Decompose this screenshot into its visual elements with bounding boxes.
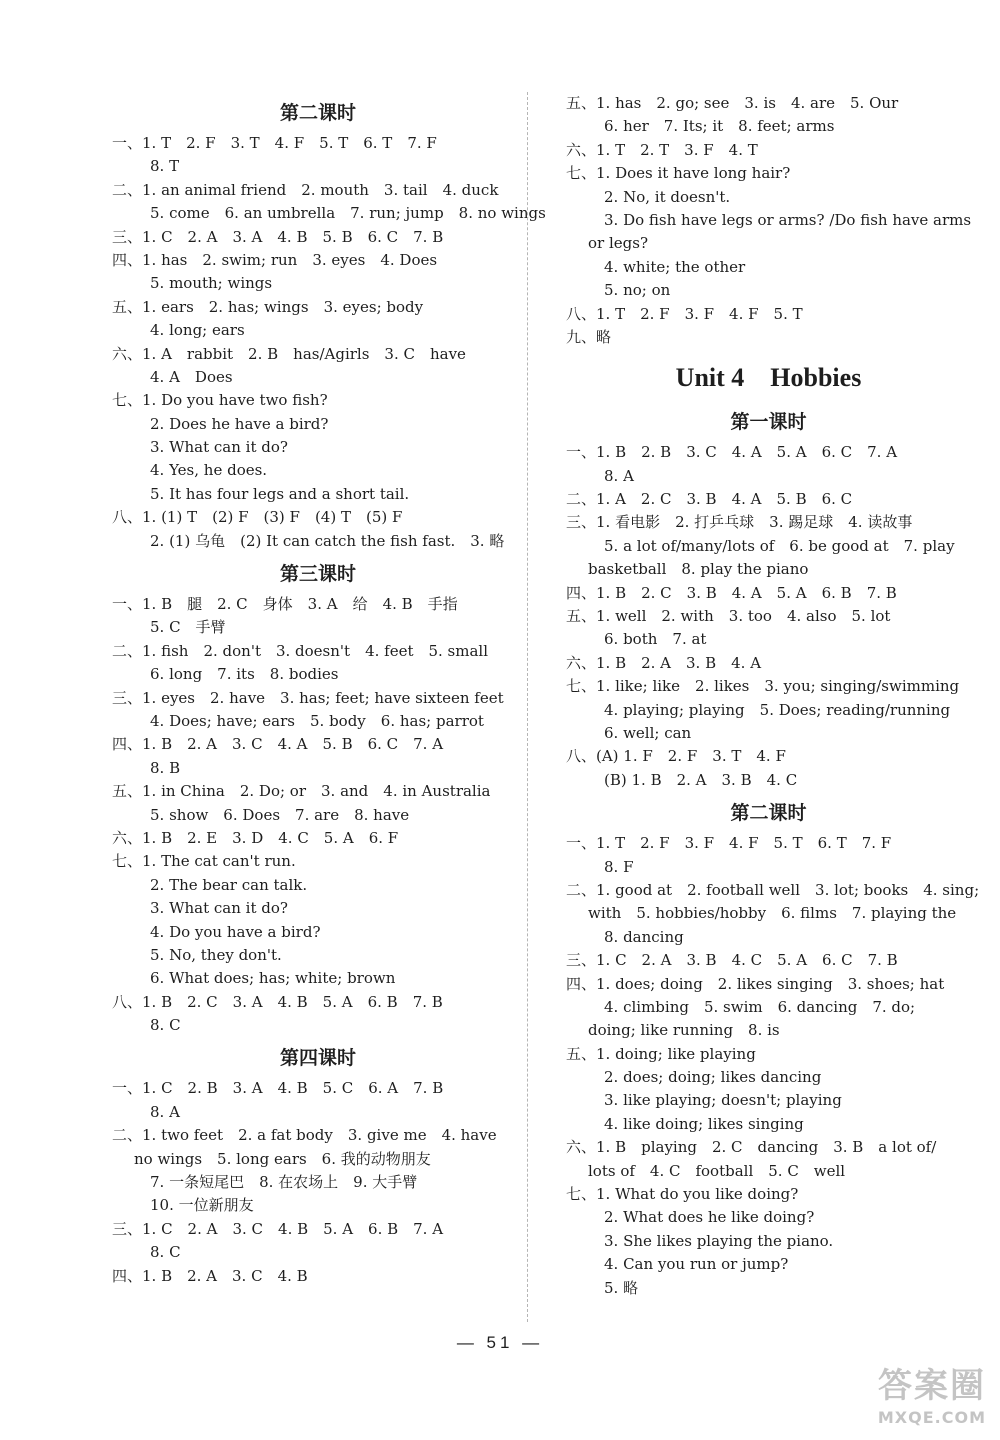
answer-line: 4. long; ears — [150, 321, 245, 340]
question-line: 一、1. T 2. F 3. T 4. F 5. T 6. T 7. F — [112, 134, 437, 152]
answer-line: 4. Does; have; ears 5. body 6. has; parrot — [150, 711, 484, 730]
answer-line: 5. It has four legs and a short tail. — [150, 484, 410, 503]
question-line: 九、略 — [566, 327, 612, 346]
answer-line: 4. Yes, he does. — [150, 461, 268, 480]
answer-line: 8. C — [150, 1243, 181, 1262]
answer-line: 7. 一条短尾巴 8. 在农场上 9. 大手臂 — [150, 1173, 418, 1192]
answer-line-wrap: no wings 5. long ears 6. 我的动物朋友 — [134, 1149, 431, 1168]
question-line: 二、1. two feet 2. a fat body 3. give me 4. have — [112, 1126, 497, 1145]
answer-line: 8. A — [150, 1102, 180, 1121]
answer-line: 8. B — [150, 758, 181, 777]
question-line: 四、1. B 2. A 3. C 4. B — [112, 1266, 308, 1285]
watermark-url: MXQE.COM — [877, 1408, 986, 1427]
answer-line: 3. like playing; doesn't; playing — [604, 1091, 842, 1110]
question-line: 五、1. doing; like playing — [566, 1044, 756, 1063]
answer-line: 3. What can it do? — [150, 899, 288, 918]
answer-line: 3. What can it do? — [150, 438, 288, 457]
question-line: 一、1. B 腿 2. C 身体 3. A 给 4. B 手指 — [112, 595, 458, 614]
answer-line: 4. A Does — [150, 367, 233, 386]
answer-line: 5. No, they don't. — [150, 945, 282, 964]
answer-line: 8. F — [604, 857, 634, 876]
question-line: 五、1. well 2. with 3. too 4. also 5. lot — [566, 607, 891, 626]
question-line: 二、1. good at 2. football well 3. lot; books 4. sing; — [566, 880, 980, 899]
answer-line: 2. Does he have a bird? — [150, 414, 329, 433]
answer-line: 4. climbing 5. swim 6. dancing 7. do; — [604, 997, 916, 1016]
answer-line: 5. 略 — [604, 1278, 639, 1297]
answer-line: 4. like doing; likes singing — [604, 1114, 804, 1133]
answer-line: 2. (1) 乌龟 (2) It can catch the fish fast. 3. 略 — [150, 531, 505, 550]
question-line: 七、1. What do you like doing? — [566, 1185, 799, 1204]
answer-line: 3. Do fish have legs or arms? /Do fish have arms — [604, 210, 972, 229]
answer-line: 10. 一位新朋友 — [150, 1196, 254, 1215]
question-line: 四、1. B 2. C 3. B 4. A 5. A 6. B 7. B — [566, 583, 897, 602]
question-line: 五、1. ears 2. has; wings 3. eyes; body — [112, 297, 424, 316]
answer-line: 5. no; on — [604, 281, 671, 300]
answer-line: 5. come 6. an umbrella 7. run; jump 8. no wings — [150, 204, 546, 223]
answer-line: 8. C — [150, 1016, 181, 1035]
answer-line: 6. well; can — [604, 723, 692, 742]
question-line: 三、1. C 2. A 3. C 4. B 5. A 6. B 7. A — [112, 1219, 444, 1238]
question-line: 四、1. has 2. swim; run 3. eyes 4. Does — [112, 250, 438, 269]
answer-line: 3. She likes playing the piano. — [604, 1231, 834, 1250]
answer-line: 6. long 7. its 8. bodies — [150, 665, 339, 684]
answer-line-wrap: doing; like running 8. is — [588, 1021, 780, 1040]
column-divider — [527, 92, 528, 1322]
question-line: 四、1. does; doing 2. likes singing 3. shoes; hat — [566, 974, 945, 993]
answer-line: 6. her 7. Its; it 8. feet; arms — [604, 117, 835, 136]
section-title: 第三课时 — [279, 563, 356, 586]
answer-line: 6. both 7. at — [604, 630, 707, 649]
answer-line-wrap: or legs? — [588, 234, 648, 253]
section-title: 第二课时 — [730, 802, 807, 825]
question-line: 六、1. B playing 2. C dancing 3. B a lot of/ — [566, 1138, 937, 1157]
question-line: 七、1. like; like 2. likes 3. you; singing/swimming — [566, 677, 960, 696]
answer-line: 5. show 6. Does 7. are 8. have — [150, 805, 410, 824]
answer-line-wrap: lots of 4. C football 5. C well — [588, 1161, 846, 1180]
left-column — [112, 92, 546, 1288]
section-title: 第二课时 — [279, 102, 356, 124]
answer-line: 6. What does; has; white; brown — [150, 969, 396, 988]
unit-title: Unit 4 Hobbies — [675, 363, 862, 393]
question-line: 七、1. The cat can't run. — [112, 852, 296, 871]
watermark-logo — [812, 1362, 992, 1432]
answer-line: 8. T — [150, 157, 180, 176]
question-line: 七、1. Does it have long hair? — [566, 164, 791, 183]
question-line: 八、1. B 2. C 3. A 4. B 5. A 6. B 7. B — [112, 992, 443, 1011]
question-line: 三、1. 看电影 2. 打乒乓球 3. 踢足球 4. 读故事 — [566, 513, 913, 532]
section-title: 第四课时 — [279, 1047, 356, 1070]
question-line: 三、1. C 2. A 3. A 4. B 5. B 6. C 7. B — [112, 227, 444, 246]
question-line: 七、1. Do you have two fish? — [112, 391, 328, 410]
answer-line: 4. Can you run or jump? — [604, 1255, 789, 1274]
page-number: — 51 — — [456, 1333, 544, 1352]
question-line: 二、1. A 2. C 3. B 4. A 5. B 6. C — [566, 490, 853, 509]
question-line: 五、1. in China 2. Do; or 3. and 4. in Australia — [112, 782, 491, 801]
question-line: 六、1. B 2. E 3. D 4. C 5. A 6. F — [112, 828, 399, 847]
answer-line: 5. a lot of/many/lots of 6. be good at 7. play — [604, 536, 955, 555]
question-line: 二、1. an animal friend 2. mouth 3. tail 4. duck — [112, 180, 499, 199]
right-column — [566, 92, 980, 1300]
question-line: 六、1. A rabbit 2. B has/Agirls 3. C have — [112, 344, 466, 363]
answer-line: 5. mouth; wings — [150, 274, 273, 293]
section-title: 第一课时 — [730, 411, 807, 434]
answer-line: 8. dancing — [604, 927, 684, 946]
answer-line: 2. No, it doesn't. — [604, 187, 731, 206]
question-line: 三、1. eyes 2. have 3. has; feet; have sixteen feet — [112, 688, 504, 707]
question-line: 一、1. T 2. F 3. F 4. F 5. T 6. T 7. F — [566, 834, 892, 853]
answer-line: 8. A — [604, 466, 634, 485]
answer-line: 4. playing; playing 5. Does; reading/running — [604, 700, 951, 719]
answer-line-wrap: basketball 8. play the piano — [588, 560, 809, 579]
answer-line: 2. The bear can talk. — [150, 875, 308, 894]
question-line: 三、1. C 2. A 3. B 4. C 5. A 6. C 7. B — [566, 951, 898, 970]
question-line: 五、1. has 2. go; see 3. is 4. are 5. Our — [566, 94, 899, 112]
question-line: 四、1. B 2. A 3. C 4. A 5. B 6. C 7. A — [112, 735, 444, 754]
question-line: 二、1. fish 2. don't 3. doesn't 4. feet 5. small — [112, 641, 489, 660]
question-line: 六、1. B 2. A 3. B 4. A — [566, 653, 762, 672]
question-line: 八、(A) 1. F 2. F 3. T 4. F — [566, 747, 786, 766]
answer-line: 2. does; doing; likes dancing — [604, 1068, 822, 1087]
question-line: 八、1. (1) T (2) F (3) F (4) T (5) F — [112, 508, 403, 527]
answer-line: 5. C 手臂 — [150, 618, 226, 637]
watermark-badge: 答案圈 — [878, 1366, 986, 1406]
question-line: 八、1. T 2. F 3. F 4. F 5. T — [566, 304, 803, 323]
answer-line: 4. white; the other — [604, 257, 746, 276]
question-line: 一、1. B 2. B 3. C 4. A 5. A 6. C 7. A — [566, 443, 898, 462]
question-line: 一、1. C 2. B 3. A 4. B 5. C 6. A 7. B — [112, 1079, 444, 1098]
answer-line: 4. Do you have a bird? — [150, 922, 321, 941]
answer-line: (B) 1. B 2. A 3. B 4. C — [604, 770, 798, 789]
question-line: 六、1. T 2. T 3. F 4. T — [566, 140, 758, 159]
answer-line-wrap: with 5. hobbies/hobby 6. films 7. playing the — [588, 904, 957, 923]
answer-line: 2. What does he like doing? — [604, 1208, 815, 1227]
